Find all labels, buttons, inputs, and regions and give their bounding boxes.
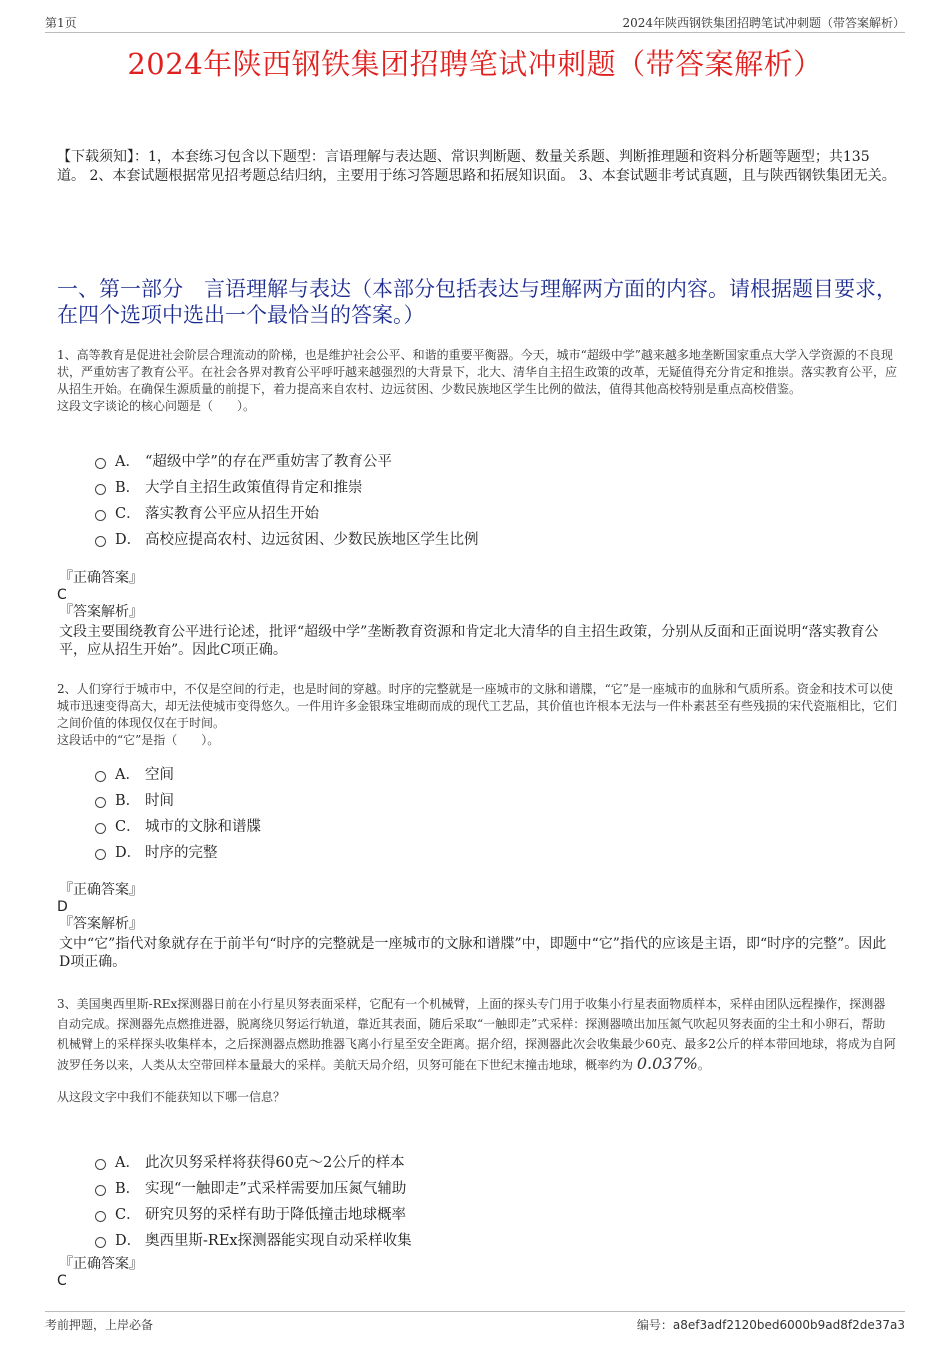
question-prompt: 这段文字谈论的核心问题是（ ）。 [57, 399, 256, 413]
document-code: 编号：a8ef3adf2120bed6000b9ad8f2de37a3 [636, 1318, 905, 1332]
answer-value: D [57, 899, 68, 915]
question-3 [57, 994, 897, 1107]
radio-icon[interactable] [95, 536, 106, 547]
option-text: 大学自主招生政策值得肯定和推崇 [145, 480, 363, 496]
radio-icon[interactable] [95, 484, 106, 495]
analysis-label: 『答案解析』 [59, 916, 143, 932]
download-notice: 【下载须知】：1，本套练习包含以下题型：言语理解与表达题、常识判断题、数量关系题、判断推理题和资料分析题等题型；共135道。 2、本套试题根据常见招考题总结归纳，主要用于练习答题思路和拓展知识面。 3、本套试题非考试真题，且与陕西钢铁集团无关。 [57, 149, 896, 184]
analysis-text: 文段主要围绕教育公平进行论述，批评“超级中学”垄断教育资源和肯定北大清华的自主招生政策，分别从反面和正面说明“落实教育公平，应从招生开始”。因此C项正确。 [59, 624, 879, 658]
answer-label: 『正确答案』 [59, 882, 143, 898]
radio-icon[interactable] [95, 823, 106, 834]
option-text: 实现“一触即走”式采样需要加压氮气辅助 [145, 1181, 407, 1197]
page-number: 第1页 [45, 16, 77, 30]
answer-label: 『正确答案』 [59, 570, 143, 586]
answer-value: C [57, 587, 67, 603]
radio-icon[interactable] [95, 849, 106, 860]
option-text: 研究贝努的采样有助于降低撞击地球概率 [145, 1207, 406, 1223]
page-header [45, 14, 905, 33]
option-text: 此次贝努采样将获得60克～2公斤的样本 [145, 1155, 405, 1171]
radio-icon[interactable] [95, 510, 106, 521]
question-1-answer [57, 570, 897, 659]
question-stem: 2、人们穿行于城市中，不仅是空间的行走，也是时间的穿越。时序的完整就是一座城市的文脉和谱牒，“它”是一座城市的血脉和气质所系。资金和技术可以使城市迅速变得高大，却无法使城市变得悠久。一件用许多金银珠宝堆砌而成的现代工艺品，其价值也许根本无法与一件朴素甚至有些残损的宋代瓷瓶相比，它们之间价值的体现仅仅在于时间。 [57, 682, 898, 730]
radio-icon[interactable] [95, 1185, 106, 1196]
question-1 [57, 347, 897, 415]
answer-label: 『正确答案』 [59, 1256, 143, 1272]
question-2-answer [57, 882, 897, 971]
option-text: 时间 [145, 793, 174, 809]
page-footer [45, 1311, 905, 1332]
radio-icon[interactable] [95, 797, 106, 808]
answer-value: C [57, 1273, 67, 1289]
radio-icon[interactable] [95, 1159, 106, 1170]
option-text: “超级中学”的存在严重妨害了教育公平 [145, 454, 392, 470]
option-text: 时序的完整 [145, 845, 218, 861]
question-stem: 1、高等教育是促进社会阶层合理流动的阶梯，也是维护社会公平、和谐的重要平衡器。今天，城市“超级中学”越来越多地垄断国家重点大学入学资源的不良现状，严重妨害了教育公平。在社会各界对教育公平呼吁越来越强烈的大背景下，北大、清华自主招生政策的改革，无疑值得充分肯定和推崇。落实教育公平，应从招生开始。在确保生源质量的前提下，着力提高来自农村、边远贫困、少数民族地区学生比例的做法，值得其他高校特别是重点高校借鉴。 [57, 348, 898, 396]
analysis-label: 『答案解析』 [59, 604, 143, 620]
section-title: 一、第一部分 言语理解与表达（本部分包括表达与理解两方面的内容。请根据题目要求，在四个选项中选出一个最恰当的答案。） [57, 277, 897, 327]
option-text: 高校应提高农村、边远贫困、少数民族地区学生比例 [145, 532, 479, 548]
question-2 [57, 681, 897, 749]
header-doc-title: 2024年陕西钢铁集团招聘笔试冲刺题（带答案解析） [622, 16, 905, 30]
question-prompt: 这段话中的“它”是指（ ）。 [57, 733, 220, 747]
radio-icon[interactable] [95, 1237, 106, 1248]
analysis-text: 文中“它”指代对象就存在于前半句“时序的完整就是一座城市的文脉和谱牒”中，即题中“它”指代的应该是主语，即“时序的完整”。因此D项正确。 [59, 936, 887, 970]
page-title: 2024年陕西钢铁集团招聘笔试冲刺题（带答案解析） [127, 47, 823, 81]
radio-icon[interactable] [95, 771, 106, 782]
radio-icon[interactable] [95, 1211, 106, 1222]
question-prompt: 从这段文字中我们不能获知以下哪一信息？ [57, 1090, 286, 1104]
option-text: 城市的文脉和谱牒 [145, 819, 261, 835]
option-text: 奥西里斯-REx探测器能实现自动采样收集 [145, 1233, 412, 1249]
footer-slogan: 考前押题，上岸必备 [45, 1318, 154, 1332]
radio-icon[interactable] [95, 458, 106, 469]
probability-value: 0.037% [636, 1054, 698, 1073]
option-text: 落实教育公平应从招生开始 [145, 506, 319, 522]
question-3-answer [57, 1256, 897, 1290]
question-stem: 3、美国奥西里斯-REx探测器日前在小行星贝努表面采样，它配有一个机械臂，上面的探头专门用于收集小行星表面物质样本，采样由团队远程操作，探测器自动完成。探测器先点燃推进器，脱离绕贝努运行轨道，靠近其表面，随后采取“一触即走”式采样：探测器喷出加压氮气吹起贝努表面的尘土和小卵石，帮助机械臂上的采样探头收集样本，之后探测器点燃助推器飞离小行星至安全距离。据介绍，探测器此次会收集最少60克、最多2公斤的样本带回地球，将成为自阿波罗任务以来，人类从太空带回样本量最大的采样。美航天局介绍，贝努可能在下世纪末撞击地球，概率约为 0.037%。 [57, 997, 896, 1073]
option-text: 空间 [145, 767, 174, 783]
